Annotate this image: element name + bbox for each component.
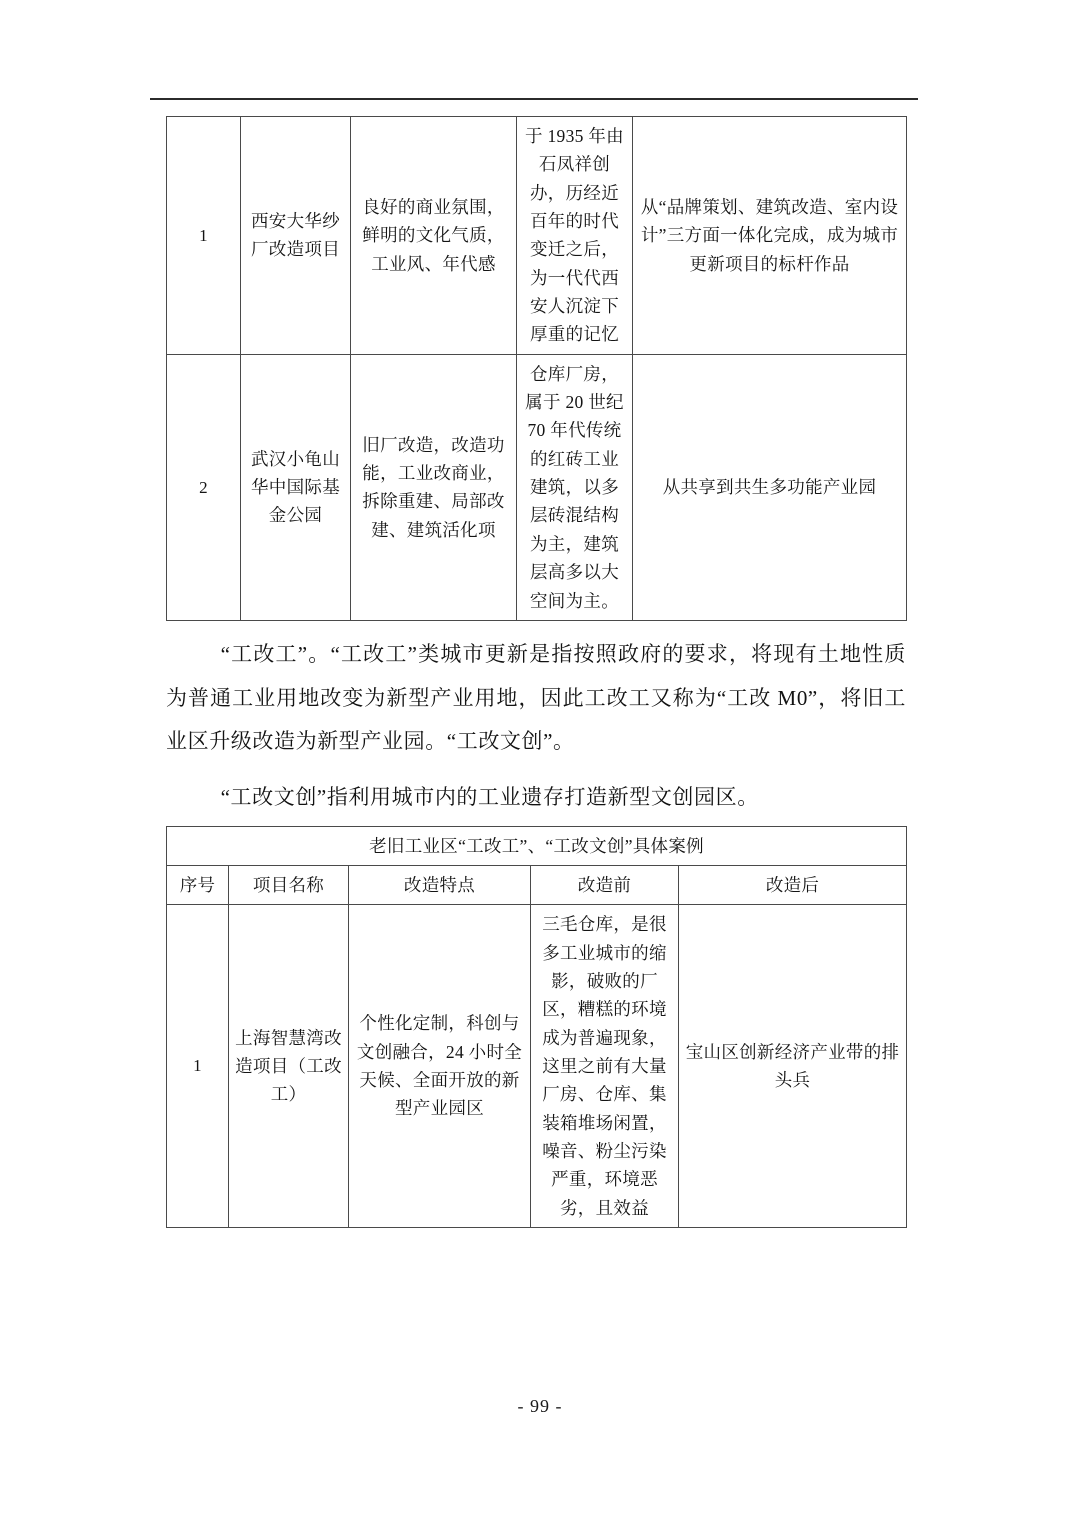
row-index: 1 [167, 117, 241, 355]
page-content [166, 116, 906, 1228]
header-index: 序号 [167, 865, 229, 904]
paragraph-text: “工改工”。“工改工”类城市更新是指按照政府的要求，将现有土地性质为普通工业用地改变为新型产业用地，因此工改工又称为“工改 M0”，将旧工业区升级改造为新型产业园。“工改文创”。 [166, 641, 906, 754]
table-row [167, 905, 907, 1228]
row-before: 仓库厂房，属于 20 世纪 70 年代传统的红砖工业建筑，以多层砖混结构为主，建筑层高多以大空间为主。 [517, 354, 633, 620]
row-features: 个性化定制，科创与文创融合，24 小时全天候、全面开放的新型产业园区 [349, 905, 531, 1228]
case-table-one [166, 116, 907, 621]
page-number: - 99 - [517, 1396, 563, 1416]
case-table-two [166, 826, 907, 1228]
row-after: 宝山区创新经济产业带的排头兵 [679, 905, 907, 1228]
table-caption: 老旧工业区“工改工”、“工改文创”具体案例 [167, 826, 907, 865]
table-caption-row [167, 826, 907, 865]
row-project-name: 武汉小龟山华中国际基金公园 [241, 354, 351, 620]
row-before: 三毛仓库，是很多工业城市的缩影，破败的厂区，糟糕的环境成为普遍现象，这里之前有大量厂房、仓库、集装箱堆场闲置，噪音、粉尘污染严重，环境恶劣，且效益 [531, 905, 679, 1228]
header-features: 改造特点 [349, 865, 531, 904]
header-project-name: 项目名称 [229, 865, 349, 904]
row-index: 2 [167, 354, 241, 620]
header-after: 改造后 [679, 865, 907, 904]
row-features: 旧厂改造，改造功能，工业改商业，拆除重建、局部改建、建筑活化项 [351, 354, 517, 620]
table-header-row [167, 865, 907, 904]
row-index: 1 [167, 905, 229, 1228]
row-project-name: 上海智慧湾改造项目（工改工） [229, 905, 349, 1228]
table-row [167, 354, 907, 620]
paragraph-text-2: “工改文创”指利用城市内的工业遗存打造新型文创园区。 [220, 784, 759, 809]
header-before: 改造前 [531, 865, 679, 904]
header-divider [150, 98, 918, 100]
row-project-name: 西安大华纱厂改造项目 [241, 117, 351, 355]
body-paragraph [166, 633, 906, 764]
body-paragraph-2 [166, 776, 906, 820]
row-after: 从共享到共生多功能产业园 [633, 354, 907, 620]
row-after: 从“品牌策划、建筑改造、室内设计”三方面一体化完成，成为城市更新项目的标杆作品 [633, 117, 907, 355]
row-before: 于 1935 年由石凤祥创办，历经近百年的时代变迁之后，为一代代西安人沉淀下厚重的记忆 [517, 117, 633, 355]
table-row [167, 117, 907, 355]
row-features: 良好的商业氛围，鲜明的文化气质，工业风、年代感 [351, 117, 517, 355]
